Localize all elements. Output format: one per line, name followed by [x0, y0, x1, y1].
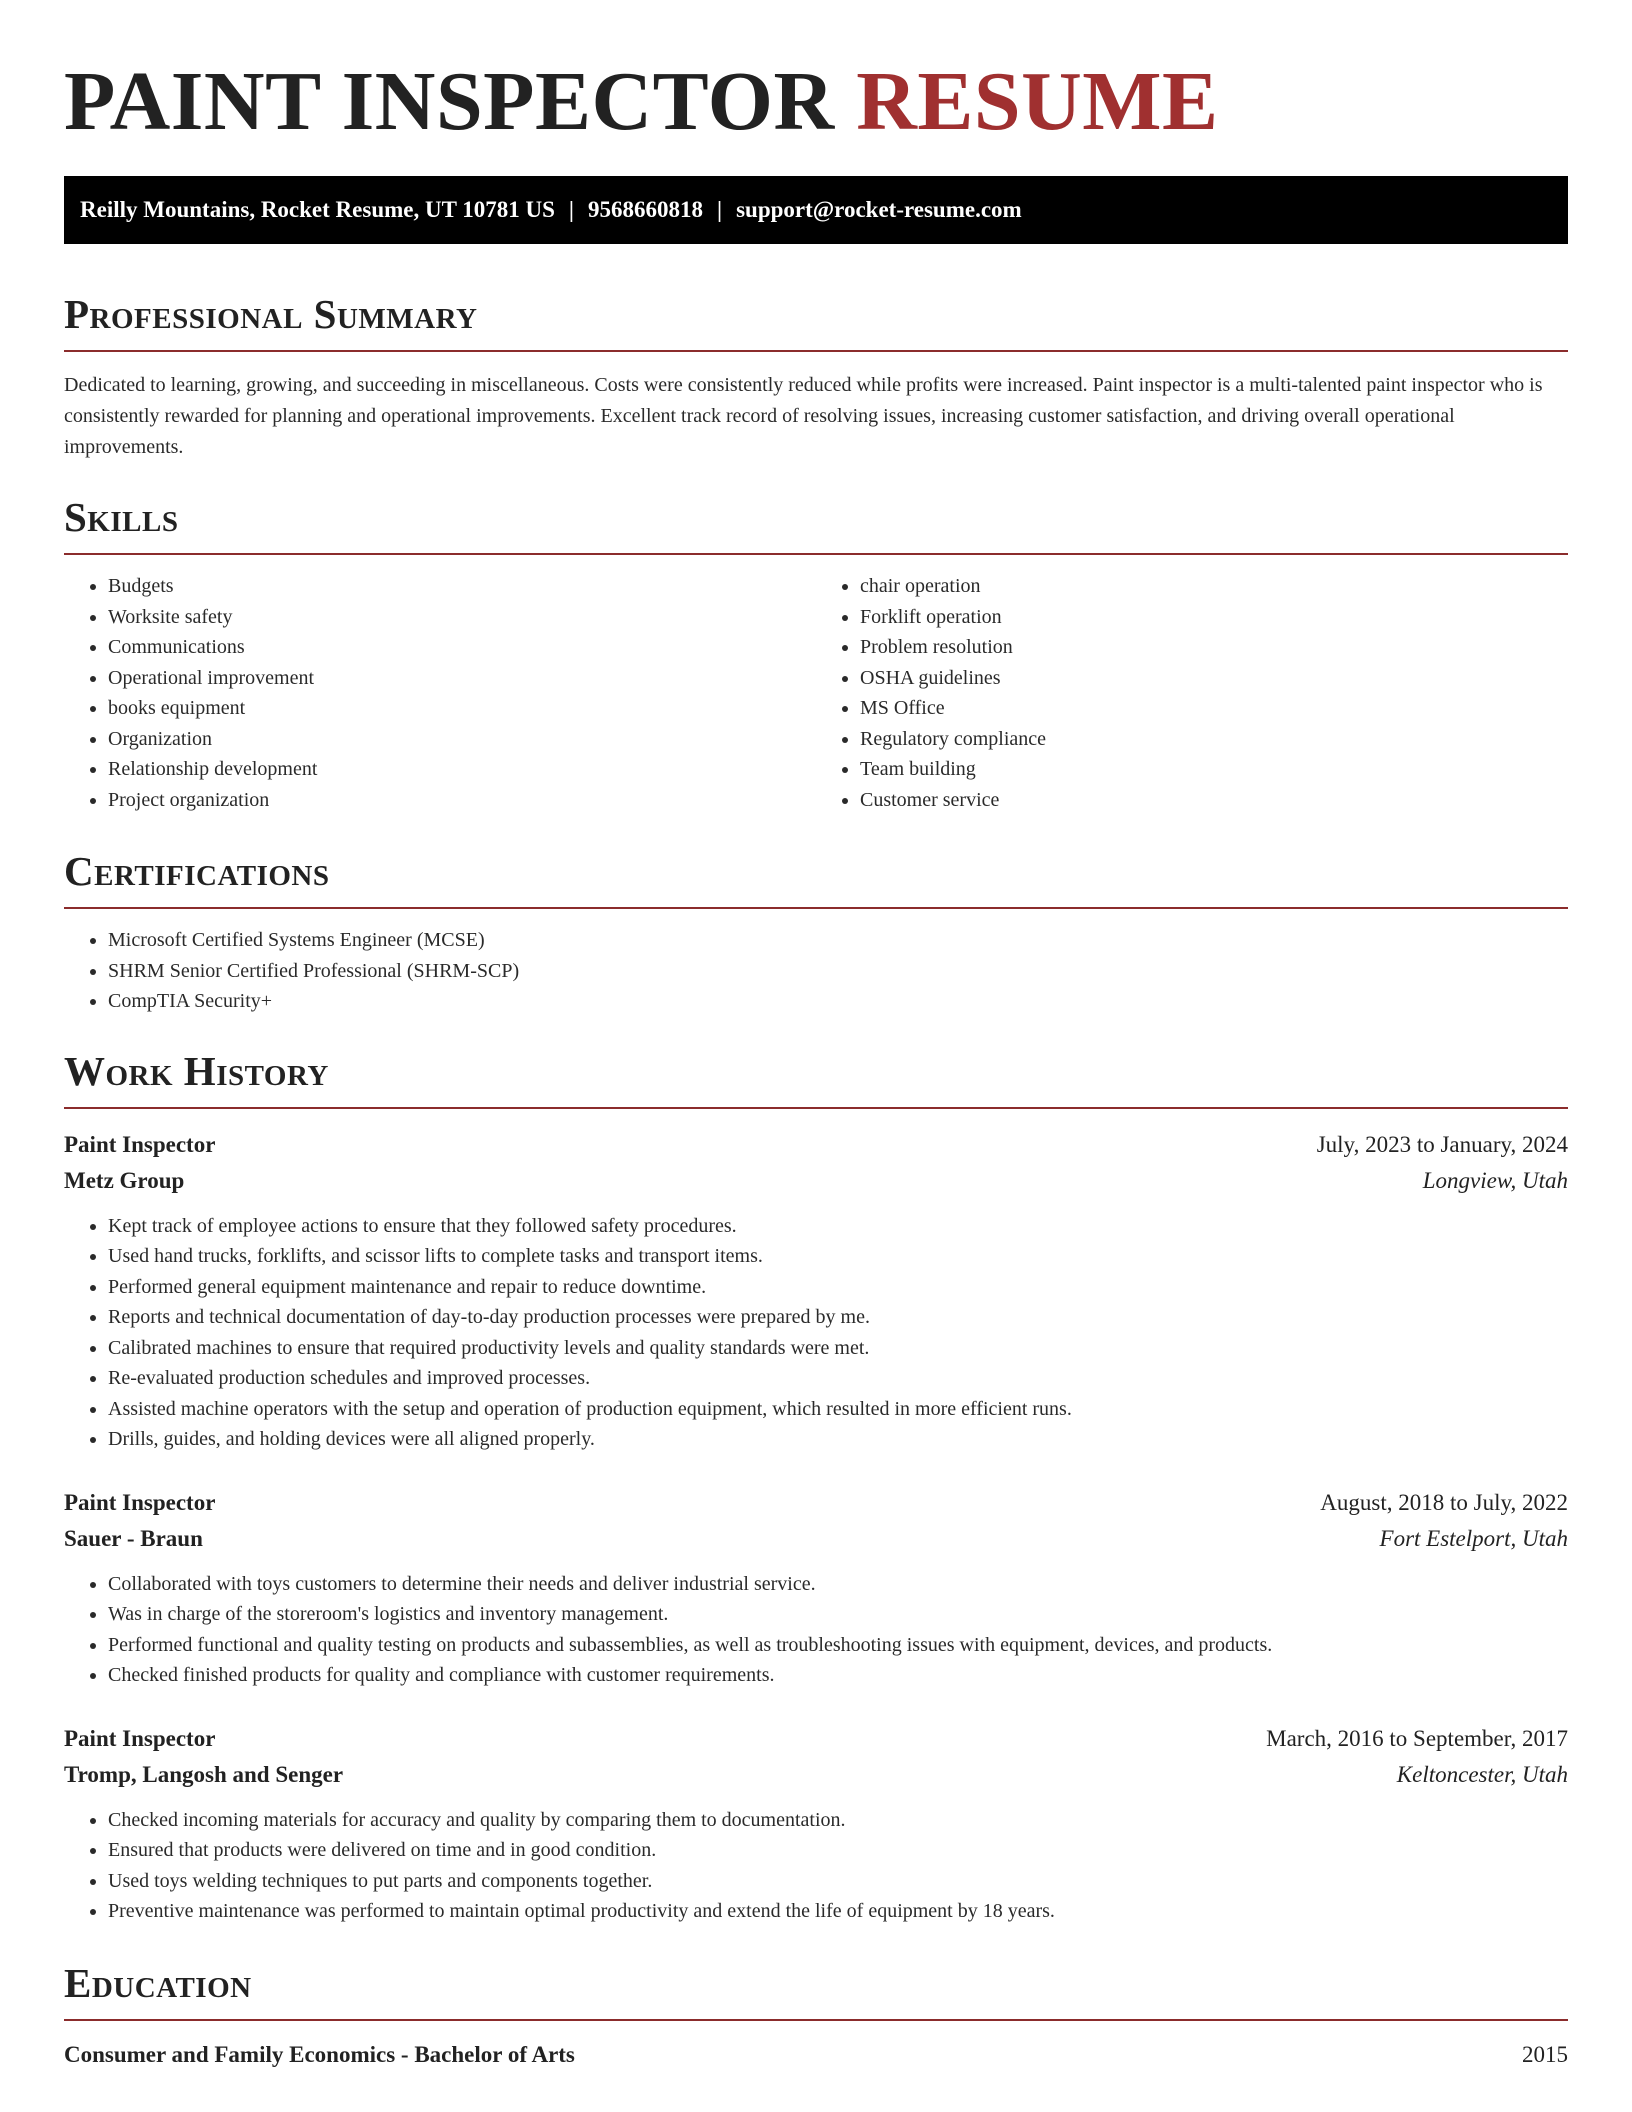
certifications-list — [64, 925, 1568, 1017]
job-bullet: • Performed functional and quality testing on products and subassemblies, as well as troubleshooting issues with equipment, devices, and products. — [108, 1630, 1568, 1661]
job-bullet: • Reports and technical documentation of day-to-day production processes were prepared by me. — [108, 1302, 1568, 1333]
skill-item: • OSHA guidelines — [860, 663, 1568, 694]
skills-section — [64, 491, 1568, 815]
contact-bar — [64, 176, 1568, 244]
job-location: Keltoncester, Utah — [1396, 1761, 1568, 1787]
job-bullet: • Ensured that products were delivered on time and in good condition. — [108, 1835, 1568, 1866]
job-title: Paint Inspector — [64, 1489, 216, 1515]
job-header-row — [64, 1721, 1568, 1757]
job-entry — [64, 1485, 1568, 1691]
job-bullet: • Checked finished products for quality and compliance with customer requirements. — [108, 1660, 1568, 1691]
job-bullet: • Collaborated with toys customers to determine their needs and deliver industrial service. — [108, 1569, 1568, 1600]
job-dates: July, 2023 to January, 2024 — [1316, 1131, 1568, 1157]
skills-list-right — [816, 571, 1568, 815]
contact-address: Reilly Mountains, Rocket Resume, UT 10781 US — [80, 197, 555, 222]
certification-item: • CompTIA Security+ — [108, 986, 1568, 1017]
job-location: Fort Estelport, Utah — [1379, 1525, 1568, 1551]
job-bullets — [64, 1211, 1568, 1455]
job-company: Metz Group — [64, 1167, 185, 1193]
summary-text: Dedicated to learning, growing, and succeeding in miscellaneous. Costs were consistently reduced while profits were increased. Paint inspector is a multi-talented paint inspector who is consistently rewarded for planning and operational improvements. Excellent track record of resolving issues, increasing customer satisfaction, and driving overall operational improvements. — [64, 374, 1543, 458]
contact-separator: | — [568, 197, 574, 222]
section-divider — [64, 2019, 1568, 2021]
job-location: Longview, Utah — [1422, 1167, 1568, 1193]
job-bullet: • Used toys welding techniques to put parts and components together. — [108, 1866, 1568, 1897]
section-divider — [64, 350, 1568, 352]
job-bullet: • Checked incoming materials for accuracy and quality by comparing them to documentation. — [108, 1805, 1568, 1836]
job-title: Paint Inspector — [64, 1725, 216, 1751]
job-bullet: • Re-evaluated production schedules and improved processes. — [108, 1363, 1568, 1394]
job-bullet: • Was in charge of the storeroom's logistics and inventory management. — [108, 1599, 1568, 1630]
job-company-row — [64, 1757, 1568, 1793]
education-heading: Education — [64, 1959, 252, 2006]
skill-item: • Regulatory compliance — [860, 724, 1568, 755]
education-year: 2015 — [1522, 2041, 1568, 2067]
summary-section — [64, 288, 1568, 463]
contact-separator: | — [717, 197, 723, 222]
job-bullet: • Drills, guides, and holding devices were all aligned properly. — [108, 1424, 1568, 1455]
skills-columns — [64, 571, 1568, 815]
certification-item: • SHRM Senior Certified Professional (SHRM-SCP) — [108, 956, 1568, 987]
education-row — [64, 2037, 1568, 2073]
job-title: Paint Inspector — [64, 1131, 216, 1157]
skill-item: • Project organization — [108, 785, 816, 816]
skills-heading: Skills — [64, 494, 179, 540]
certifications-heading: Certifications — [64, 848, 330, 894]
section-divider — [64, 553, 1568, 555]
skill-item: • Forklift operation — [860, 602, 1568, 633]
education-section — [64, 1957, 1568, 2073]
section-divider — [64, 907, 1568, 909]
job-dates: March, 2016 to September, 2017 — [1266, 1725, 1568, 1751]
skill-item: • Customer service — [860, 785, 1568, 816]
work-history-heading: Work History — [64, 1047, 329, 1094]
skill-item: • Relationship development — [108, 754, 816, 785]
resume-title — [64, 0, 1568, 176]
skill-item: • Team building — [860, 754, 1568, 785]
job-dates: August, 2018 to July, 2022 — [1320, 1489, 1568, 1515]
job-header-row — [64, 1127, 1568, 1163]
certification-item: • Microsoft Certified Systems Engineer (MCSE) — [108, 925, 1568, 956]
skill-item: • Problem resolution — [860, 632, 1568, 663]
skill-item: • Operational improvement — [108, 663, 816, 694]
title-accent: RESUME — [856, 55, 1219, 148]
contact-email[interactable]: support@rocket-resume.com — [736, 197, 1022, 222]
title-main: PAINT INSPECTOR — [64, 55, 835, 148]
job-company: Tromp, Langosh and Senger — [64, 1761, 344, 1787]
education-degree: Consumer and Family Economics - Bachelor of Arts — [64, 2041, 575, 2067]
skill-item: • chair operation — [860, 571, 1568, 602]
section-divider — [64, 1107, 1568, 1109]
job-bullet: • Used hand trucks, forklifts, and scissor lifts to complete tasks and transport items. — [108, 1241, 1568, 1272]
skill-item: • Worksite safety — [108, 602, 816, 633]
job-bullet: • Calibrated machines to ensure that required productivity levels and quality standards were met. — [108, 1333, 1568, 1364]
job-header-row — [64, 1485, 1568, 1521]
skill-item: • Communications — [108, 632, 816, 663]
job-entry — [64, 1721, 1568, 1927]
skill-item: • books equipment — [108, 693, 816, 724]
job-company-row — [64, 1163, 1568, 1199]
skill-item: • Budgets — [108, 571, 816, 602]
work-history-section — [64, 1045, 1568, 1927]
job-bullets — [64, 1805, 1568, 1927]
certifications-section — [64, 845, 1568, 1017]
skill-item: • Organization — [108, 724, 816, 755]
job-bullet: • Performed general equipment maintenance and repair to reduce downtime. — [108, 1272, 1568, 1303]
job-company-row — [64, 1521, 1568, 1557]
summary-heading: Professional Summary — [64, 291, 478, 337]
job-bullets — [64, 1569, 1568, 1691]
job-bullet: • Preventive maintenance was performed to maintain optimal productivity and extend the life of equipment by 18 years. — [108, 1896, 1568, 1927]
skills-list-left — [64, 571, 816, 815]
contact-phone[interactable]: 9568660818 — [588, 197, 703, 222]
skill-item: • MS Office — [860, 693, 1568, 724]
job-entry — [64, 1127, 1568, 1455]
job-bullet: • Assisted machine operators with the setup and operation of production equipment, which resulted in more efficient runs. — [108, 1394, 1568, 1425]
job-bullet: • Kept track of employee actions to ensure that they followed safety procedures. — [108, 1211, 1568, 1242]
job-company: Sauer - Braun — [64, 1525, 203, 1551]
